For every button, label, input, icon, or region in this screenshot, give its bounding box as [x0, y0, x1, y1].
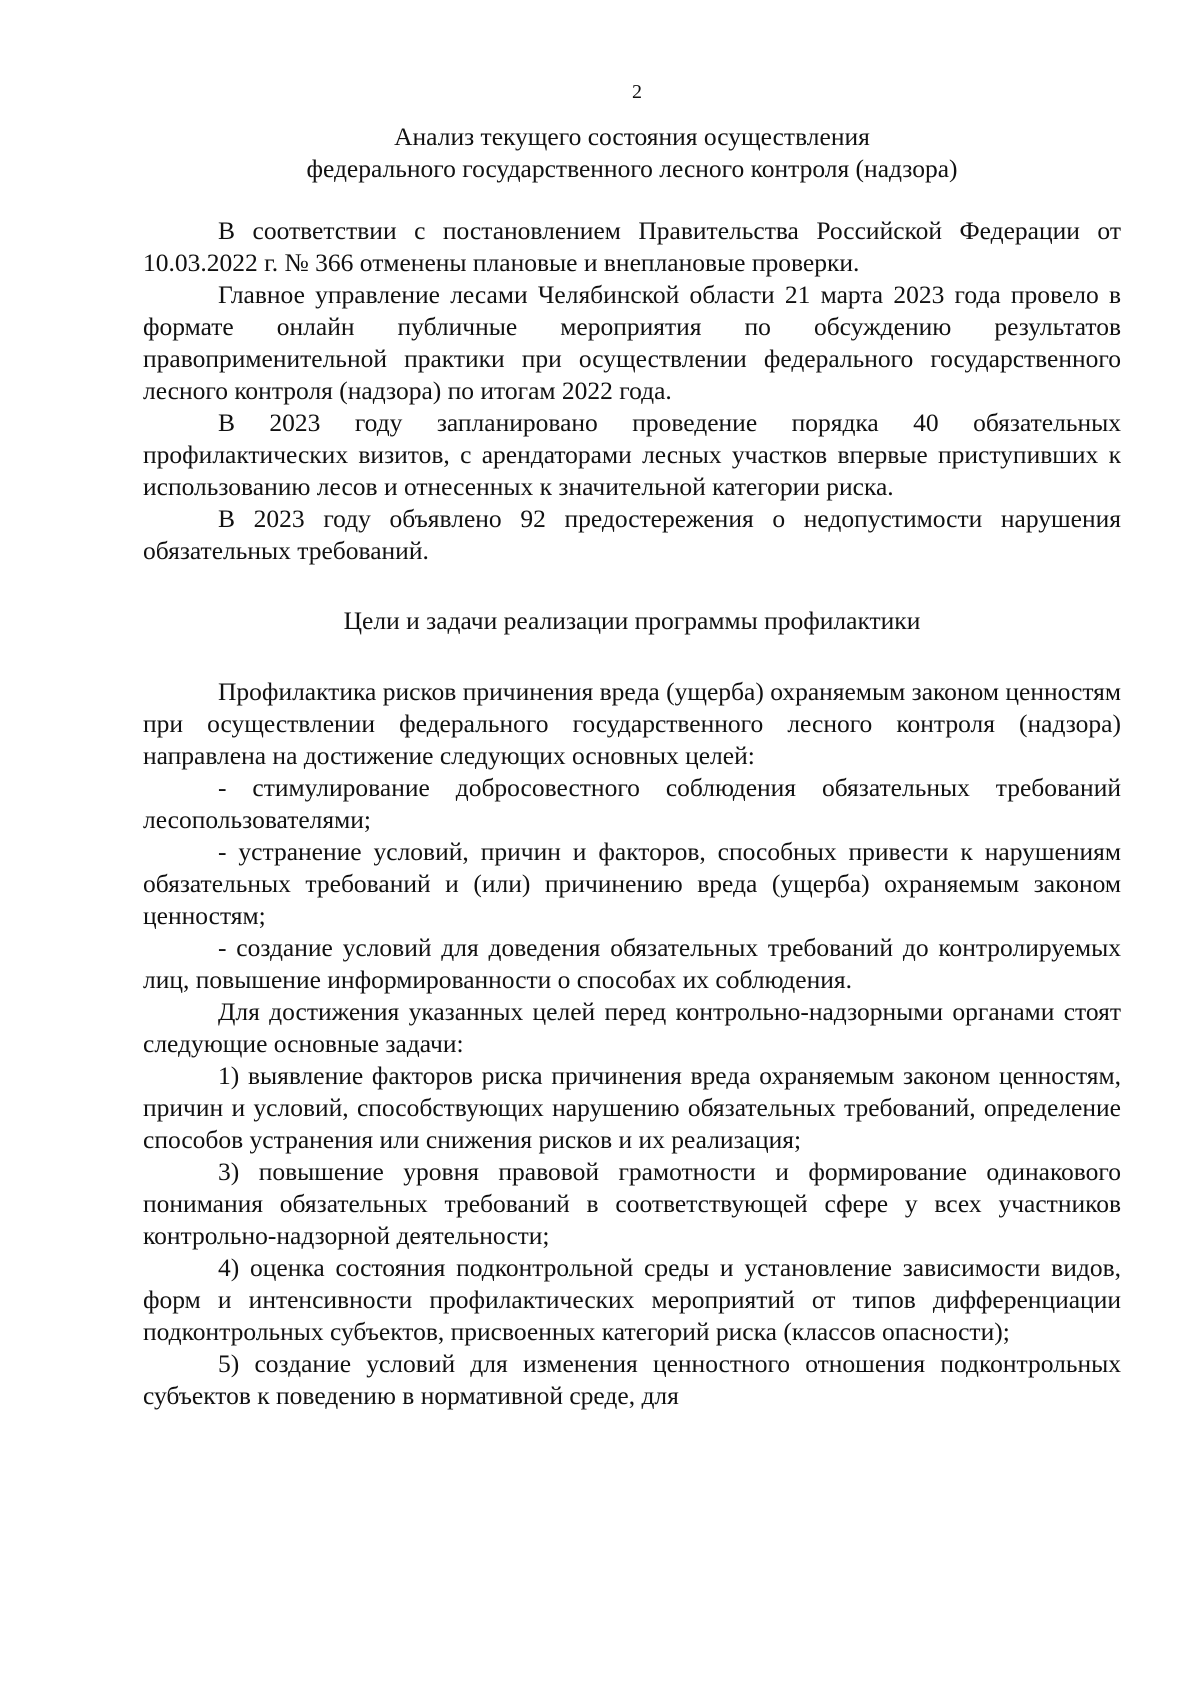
list-item: 3) повышение уровня правовой грамотности и формирование одинакового понимания обязательных требований в соответствующей сфере у всех участников контрольно-надзорной деятельности; [143, 1157, 1121, 1250]
list-item: - создание условий для доведения обязательных требований до контролируемых лиц, повышение информированности о способах их соблюдения. [143, 933, 1121, 994]
paragraph: Главное управление лесами Челябинской области 21 марта 2023 года провело в формате онлайн публичные мероприятия по обсуждению результатов правоприменительной практики при осуществлении федерального государственного лесного контроля (надзора) по итогам 2022 года. [143, 280, 1121, 405]
section-title-line-2: федерального государственного лесного контроля (надзора) [306, 154, 958, 183]
list-item: 4) оценка состояния подконтрольной среды и установление зависимости видов, форм и интенсивности профилактических мероприятий от типов дифференциации подконтрольных субъектов, присвоенных категорий риска (классов опасности); [143, 1253, 1121, 1346]
paragraph: В 2023 году объявлено 92 предостережения о недопустимости нарушения обязательных требований. [143, 504, 1121, 565]
paragraph: В соответствии с постановлением Правительства Российской Федерации от 10.03.2022 г. № 366 отменены плановые и внеплановые проверки. [143, 216, 1121, 277]
list-item: - стимулирование добросовестного соблюдения обязательных требований лесопользователями; [143, 773, 1121, 834]
list-item: - устранение условий, причин и факторов, способных привести к нарушениям обязательных требований и (или) причинению вреда (ущерба) охраняемым законом ценностям; [143, 837, 1121, 930]
paragraph: Для достижения указанных целей перед контрольно-надзорными органами стоят следующие основные задачи: [143, 997, 1121, 1058]
section-title-line-1: Анализ текущего состояния осуществления [394, 122, 870, 151]
document-page [143, 80, 1121, 1412]
page-number: 2 [632, 81, 642, 103]
section-title-analysis [143, 121, 1121, 185]
section-title-goals: Цели и задачи реализации программы профилактики [343, 606, 921, 635]
paragraph: В 2023 году запланировано проведение порядка 40 обязательных профилактических визитов, с арендаторами лесных участков впервые приступивших к использованию лесов и отнесенных к значительной категории риска. [143, 408, 1121, 501]
list-item: 5) создание условий для изменения ценностного отношения подконтрольных субъектов к поведению в нормативной среде, для [143, 1349, 1121, 1410]
list-item: 1) выявление факторов риска причинения вреда охраняемым законом ценностям, причин и условий, способствующих нарушению обязательных требований, определение способов устранения или снижения рисков и их реализация; [143, 1061, 1121, 1154]
paragraph: Профилактика рисков причинения вреда (ущерба) охраняемым законом ценностям при осуществлении федерального государственного лесного контроля (надзора) направлена на достижение следующих основных целей: [143, 677, 1121, 770]
